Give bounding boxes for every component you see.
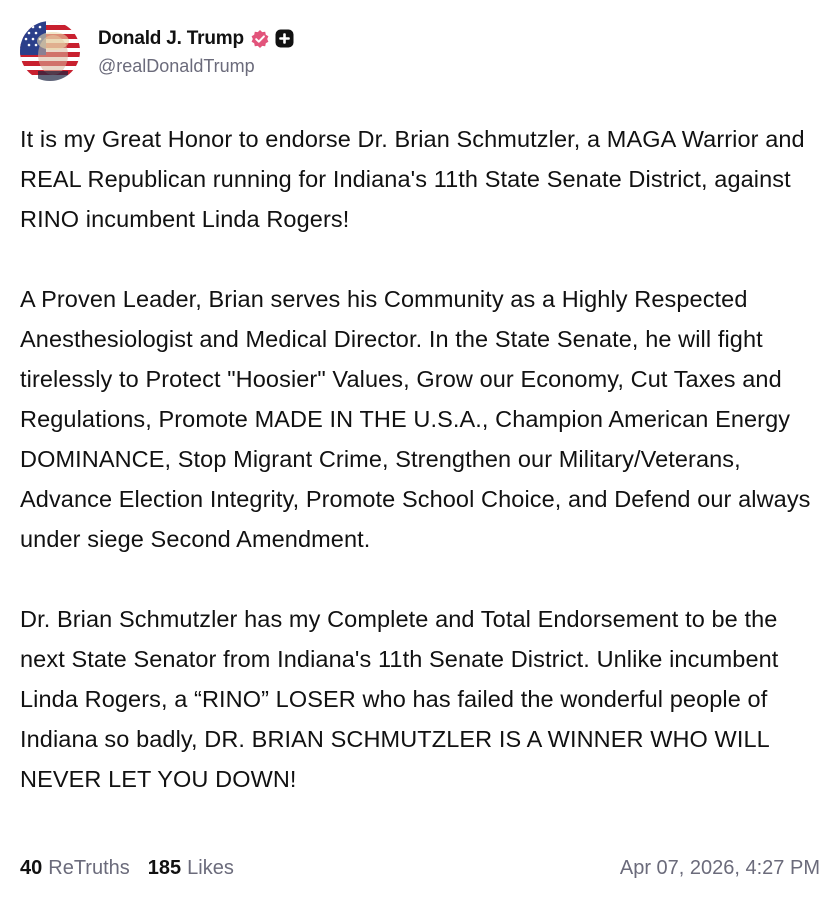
likes-stat[interactable] [148, 857, 234, 880]
retruths-stat[interactable] [20, 857, 130, 880]
post-body [20, 119, 820, 799]
username-handle[interactable]: @realDonaldTrump [98, 55, 255, 76]
retruths-count: 40 [20, 856, 43, 879]
post-header [20, 20, 294, 82]
post-paragraph: A Proven Leader, Brian serves his Community as a Highly Respected Anesthesiologist and Medical Director. In the State Senate, he will fight tirelessly to Protect "Hoosier" Values, Grow our Economy, Cut Taxes and Regulations, Promote MADE IN THE U.S.A., Champion American Energy DOMINANCE, Stop Migrant Crime, Strengthen our Military/Veterans, Advance Election Integrity, Promote School Choice, and Defend our always under siege Second Amendment. [20, 286, 811, 552]
likes-count: 185 [147, 856, 182, 879]
avatar-image [20, 21, 80, 81]
avatar[interactable] [20, 21, 80, 81]
verified-badge-icon [250, 29, 270, 49]
plus-badge-icon [275, 29, 294, 48]
display-name[interactable]: Donald J. Trump [98, 27, 244, 49]
name-row [98, 26, 294, 52]
post-footer [20, 853, 820, 883]
post-paragraph: It is my Great Honor to endorse Dr. Brian Schmutzler, a MAGA Warrior and REAL Republican running for Indiana's 11th State Senate District, against RINO incumbent Linda Rogers! [20, 126, 805, 232]
retruths-label: ReTruths [48, 856, 130, 879]
post-paragraph: Dr. Brian Schmutzler has my Complete and Total Endorsement to be the next State Senator from Indiana's 11th Senate District. Unlike incumbent Linda Rogers, a “RINO” LOSER who has failed the wonderful people of Indiana so badly, DR. BRIAN SCHMUTZLER IS A WINNER WHO WILL NEVER LET YOU DOWN! [20, 606, 779, 792]
post-timestamp[interactable]: Apr 07, 2026, 4:27 PM [619, 856, 820, 879]
likes-label: Likes [187, 856, 234, 879]
author-identity [98, 26, 294, 77]
